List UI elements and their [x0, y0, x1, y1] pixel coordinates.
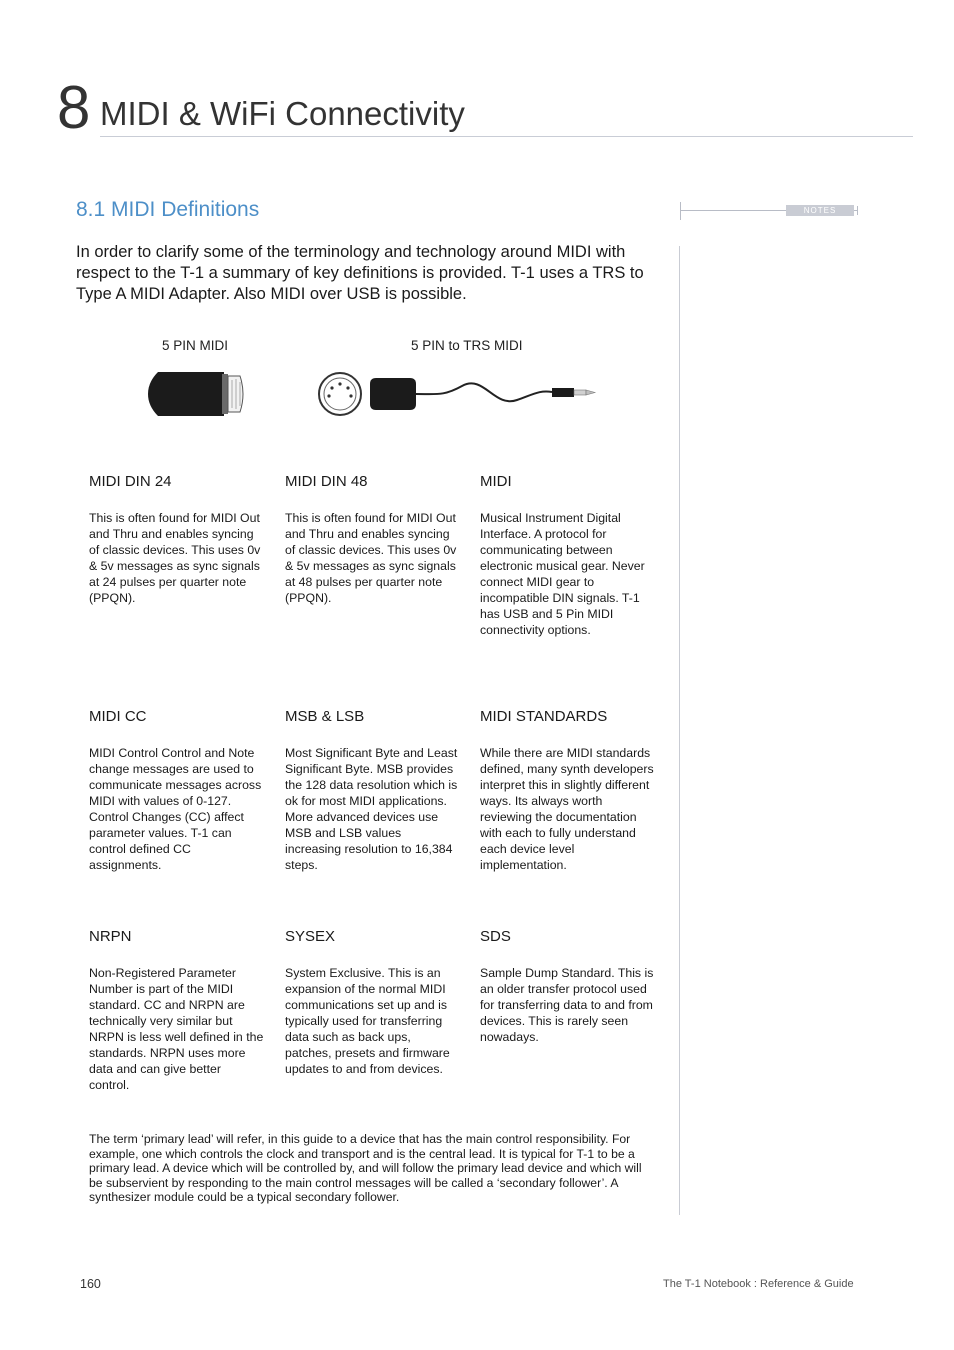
page-number: 160 [80, 1277, 101, 1291]
definition-midi-din-24: This is often found for MIDI Out and Thru and enables syncing of classic devices. This uses 0v & 5v messages as sync signals at 24 pulses per quarter note (PPQN). [89, 511, 261, 605]
notes-divider-tick [680, 202, 681, 220]
term-midi-standards: MIDI STANDARDS [480, 708, 608, 725]
midi-trs-cable-icon [312, 366, 602, 422]
chapter-title: MIDI & WiFi Connectivity [100, 95, 465, 132]
chapter-number: 8 [57, 74, 91, 141]
definition-midi-standards: While there are MIDI standards defined, many synth developers interpret this in slightly different ways. Its always worth reviewing the documentation with each to fully understand each device level implementation. [480, 746, 654, 872]
book-title: The T-1 Notebook : Reference & Guide [663, 1278, 854, 1290]
section-title: 8.1 MIDI Definitions [76, 198, 260, 221]
definition-midi-din-48: This is often found for MIDI Out and Thru and enables syncing of classic devices. This uses 0v & 5v messages as sync signals at 48 pulses per quarter note (PPQN). [285, 511, 457, 605]
term-msb-lsb: MSB & LSB [285, 708, 365, 725]
definition-nrpn: Non-Registered Parameter Number is part of the MIDI standard. CC and NRPN are technically very similar but NRPN is less well defined in the standards. NRPN uses more data and can give better control. [89, 966, 264, 1092]
term-midi-din-48: MIDI DIN 48 [285, 473, 368, 490]
midi-din-plug-icon [140, 366, 250, 422]
term-midi: MIDI [480, 473, 512, 490]
definition-midi-cc: MIDI Control Control and Note change messages are used to communicate messages across MIDI with values of 0-127. Control Changes (CC) affect parameter values. T-1 can control defined CC assignments. [89, 746, 262, 872]
column-divider [679, 246, 680, 1215]
figure-label-5-pin-trs: 5 PIN to TRS MIDI [411, 338, 523, 353]
figure-label-5-pin: 5 PIN MIDI [162, 338, 229, 353]
definition-midi: Musical Instrument Digital Interface. A protocol for communicating between electronic musical gear. Never connect MIDI gear to incompatible DIN signals. T-1 has USB and 5 Pin MIDI connectivity options. [480, 511, 645, 637]
definition-msb-lsb: Most Significant Byte and Least Significant Byte. MSB provides the 128 data resolution which is ok for most MIDI applications. More advanced devices use MSB and LSB values increasing resolution to 16,384 steps. [285, 746, 458, 872]
intro-paragraph: In order to clarify some of the terminology and technology around MIDI with respect to the T-1 a summary of key definitions is provided. T-1 uses a TRS to Type A MIDI Adapter. Also MIDI over USB is possible. [76, 243, 644, 303]
term-midi-cc: MIDI CC [89, 708, 147, 725]
definition-sds: Sample Dump Standard. This is an older transfer protocol used for transferring data to and from devices. This is rarely seen nowadays. [480, 966, 654, 1044]
notes-label: NOTES [786, 205, 854, 216]
term-sysex: SYSEX [285, 928, 336, 945]
term-sds: SDS [480, 928, 511, 945]
chapter-divider [100, 136, 913, 137]
primary-lead-note: The term ‘primary lead’ will refer, in this guide to a device that has the main control responsibility. For example, one which controls the clock and transport and is the central lead. It is typical for T-1 to be a primary lead. A device which will be controlled by, and will follow the primary lead device and which will be subservient by responding to the main control messages will be called a ‘secondary follower’. A synthesizer module could be a typical secondary follower. [89, 1132, 642, 1205]
notes-divider-tick [857, 206, 858, 215]
definition-sysex: System Exclusive. This is an expansion of the normal MIDI communications set up and is typically used for transferring data such as back ups, patches, presets and firmware updates to and from devices. [285, 966, 450, 1076]
term-nrpn: NRPN [89, 928, 132, 945]
term-midi-din-24: MIDI DIN 24 [89, 473, 172, 490]
